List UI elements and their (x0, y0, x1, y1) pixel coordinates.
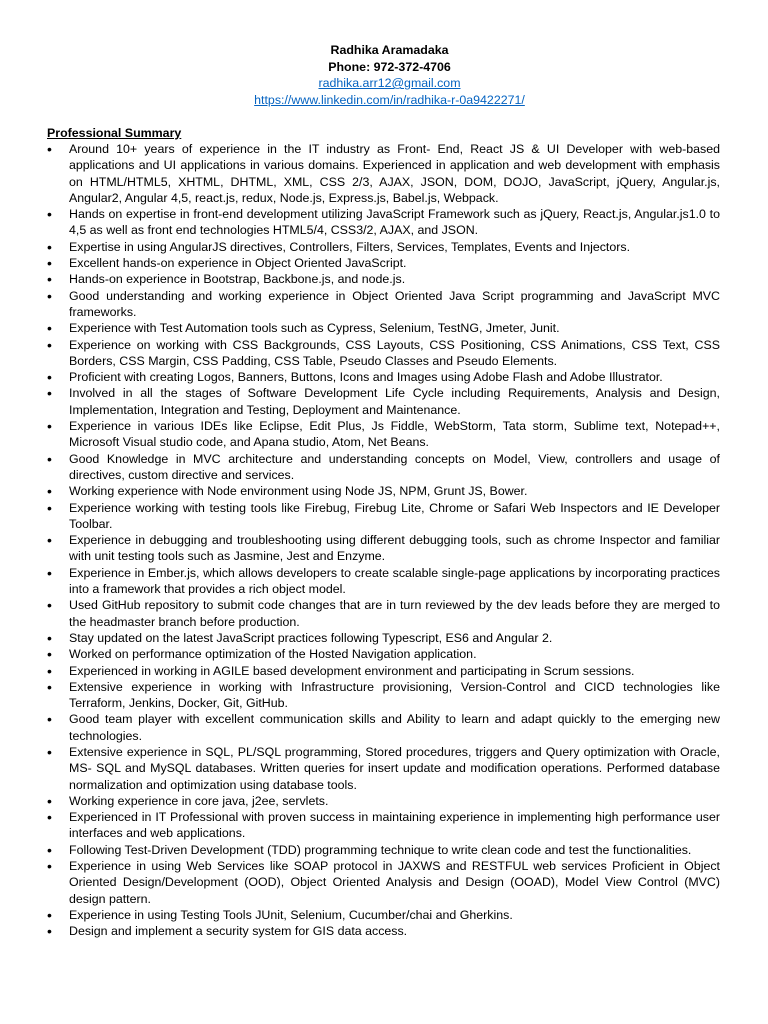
list-item: • Design and implement a security system for GIS data access. (47, 923, 720, 939)
linkedin-link[interactable]: https://www.linkedin.com/in/radhika-r-0a9422271/ (254, 92, 525, 107)
list-item: • Hands-on experience in Bootstrap, Backbone.js, and node.js. (47, 271, 720, 287)
list-item: • Experience in using Web Services like SOAP protocol in JAXWS and RESTFUL web services Proficient in Object Oriented Design/Development (OOD), Object Oriented Analysis and Design (OOAD), Model View Control (MVC) design pattern. (47, 858, 720, 907)
list-item: • Good Knowledge in MVC architecture and understanding concepts on Model, View, controllers and usage of directives, custom directive and services. (47, 451, 720, 484)
list-item: • Experience in debugging and troubleshooting using different debugging tools, such as chrome Inspector and familiar with unit testing tools such as Jasmine, Jest and Enzyme. (47, 532, 720, 565)
candidate-name: Radhika Aramadaka (330, 43, 449, 57)
list-item: • Stay updated on the latest JavaScript practices following Typescript, ES6 and Angular 2. (47, 630, 720, 646)
summary-bullet-list (47, 141, 720, 940)
list-item: • Expertise in using AngularJS directives, Controllers, Filters, Services, Templates, Events and Injectors. (47, 239, 720, 255)
list-item: • Involved in all the stages of Software Development Life Cycle including Requirements, Analysis and Design, Implementation, Integration and Testing, Deployment and Maintenance. (47, 385, 720, 418)
list-item: • Experience in using Testing Tools JUnit, Selenium, Cucumber/chai and Gherkins. (47, 907, 720, 923)
list-item: • Experience working with testing tools like Firebug, Firebug Lite, Chrome or Safari Web Inspectors and IE Developer Toolbar. (47, 500, 720, 533)
list-item: • Good understanding and working experience in Object Oriented Java Script programming and JavaScript MVC frameworks. (47, 288, 720, 321)
phone-number: Phone: 972-372-4706 (328, 59, 451, 74)
list-item: • Extensive experience in working with Infrastructure provisioning, Version-Control and CICD technologies like Terraform, Jenkins, Docker, Git, GitHub. (47, 679, 720, 712)
contact-header (59, 42, 720, 108)
list-item: • Excellent hands-on experience in Object Oriented JavaScript. (47, 255, 720, 271)
list-item: • Experienced in working in AGILE based development environment and participating in Scrum sessions. (47, 663, 720, 679)
list-item: • Around 10+ years of experience in the IT industry as Front- End, React JS & UI Developer with web-based applications and UI applications in various domains. Experienced in application and web development with emphasis on HTML/HTML5, XHTML, DHTML, XML, CSS 2/3, AJAX, JSON, DOM, DOJO, JavaScript, jQuery, Angular.js, Angular2, Angular 4,5, react.js, redux, Node.js, Express.js, Babel.js, Webpack. (47, 141, 720, 206)
list-item: • Following Test-Driven Development (TDD) programming technique to write clean code and test the functionalities. (47, 842, 720, 858)
list-item: • Worked on performance optimization of the Hosted Navigation application. (47, 646, 720, 662)
list-item: • Extensive experience in SQL, PL/SQL programming, Stored procedures, triggers and Query optimization with Oracle, MS- SQL and MySQL databases. Written queries for insert update and modification operations. Performed database normalization and optimization using database tools. (47, 744, 720, 793)
list-item: • Good team player with excellent communication skills and Ability to learn and adapt quickly to the emerging new technologies. (47, 711, 720, 744)
section-title-professional-summary: Professional Summary (47, 126, 182, 140)
list-item: • Working experience in core java, j2ee, servlets. (47, 793, 720, 809)
list-item: • Experienced in IT Professional with proven success in maintaining experience in implementing high performance user interfaces and web applications. (47, 809, 720, 842)
list-item: • Experience on working with CSS Backgrounds, CSS Layouts, CSS Positioning, CSS Animations, CSS Text, CSS Borders, CSS Margin, CSS Padding, CSS Table, Pseudo Classes and Pseudo Elements. (47, 337, 720, 370)
list-item: • Working experience with Node environment using Node JS, NPM, Grunt JS, Bower. (47, 483, 720, 499)
list-item: • Experience in various IDEs like Eclipse, Edit Plus, Js Fiddle, WebStorm, Tata storm, Sublime text, Notepad++, Microsoft Visual studio code, and Apana studio, Atom, Net Beans. (47, 418, 720, 451)
list-item: • Used GitHub repository to submit code changes that are in turn reviewed by the dev leads before they are merged to the headmaster branch before production. (47, 597, 720, 630)
email-link[interactable]: radhika.arr12@gmail.com (318, 76, 461, 90)
list-item: • Experience with Test Automation tools such as Cypress, Selenium, TestNG, Jmeter, Junit. (47, 320, 720, 336)
list-item: • Hands on expertise in front-end development utilizing JavaScript Framework such as jQuery, React.js, Angular.js1.0 to 4,5 as well as front end technologies HTML5/4, CSS3/2, AJAX, and JSON. (47, 206, 720, 239)
list-item: • Experience in Ember.js, which allows developers to create scalable single-page applications by incorporating practices into a framework that provides a rich object model. (47, 565, 720, 598)
list-item: • Proficient with creating Logos, Banners, Buttons, Icons and Images using Adobe Flash and Adobe Illustrator. (47, 369, 720, 385)
